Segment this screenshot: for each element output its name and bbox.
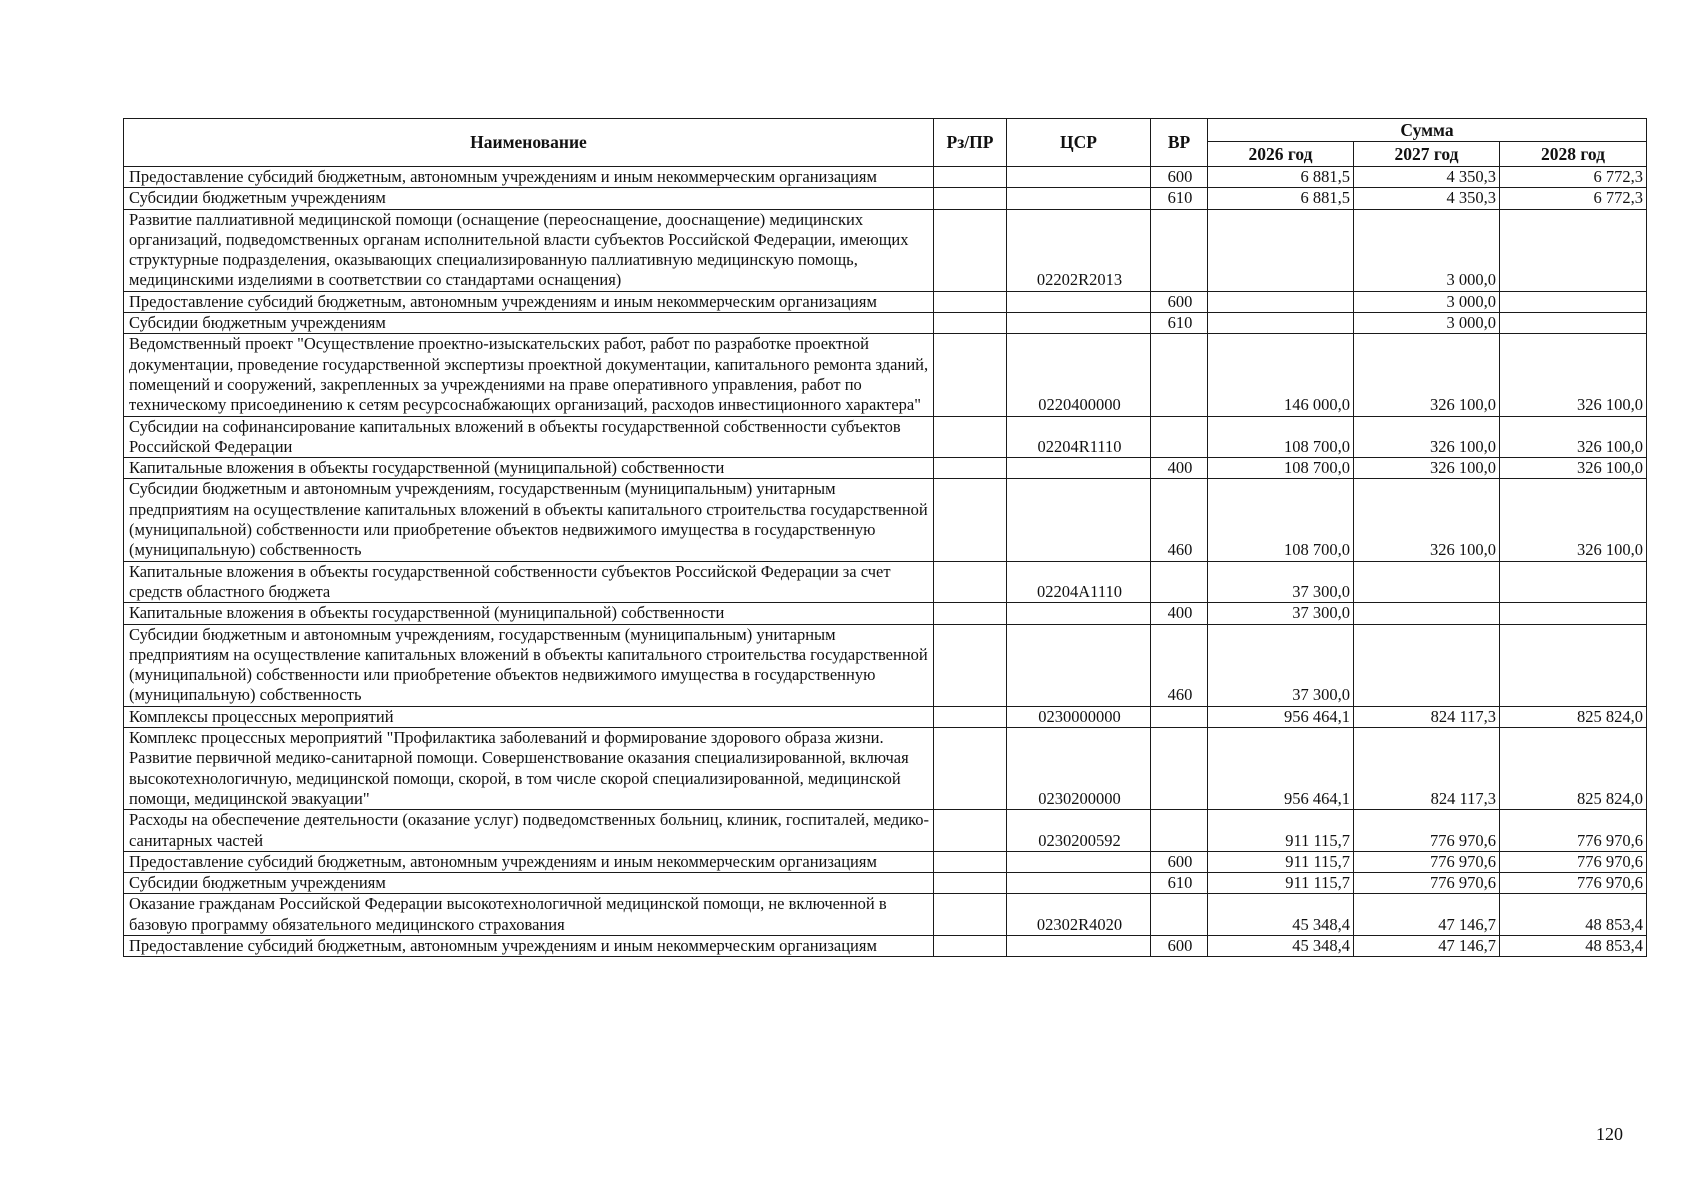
row-sum-2027-cell: 326 100,0 <box>1354 334 1500 416</box>
row-rz-cell <box>934 458 1007 479</box>
row-csr-cell: 0230200592 <box>1007 810 1151 852</box>
table-row <box>124 188 1647 209</box>
row-name-cell: Субсидии бюджетным учреждениям <box>124 873 934 894</box>
row-rz-cell <box>934 313 1007 334</box>
row-csr-cell: 0230000000 <box>1007 706 1151 727</box>
row-rz-cell <box>934 167 1007 188</box>
row-name-cell: Капитальные вложения в объекты государственной (муниципальной) собственности <box>124 603 934 624</box>
row-sum-2028-cell: 48 853,4 <box>1500 894 1647 936</box>
table-row <box>124 851 1647 872</box>
row-sum-2027-cell: 326 100,0 <box>1354 458 1500 479</box>
row-name-cell: Субсидии бюджетным учреждениям <box>124 188 934 209</box>
row-name-cell: Субсидии бюджетным и автономным учреждениям, государственным (муниципальным) унитарным предприятиям на осуществление капитальных вложений в объекты капитального строительства государственной (муниципальной) собственности или приобретение объектов недвижимого имущества в государственную (муниципальную) собственность <box>124 624 934 706</box>
row-rz-cell <box>934 291 1007 312</box>
row-sum-2026-cell <box>1208 209 1354 291</box>
page-number: 120 <box>1596 1124 1623 1144</box>
row-sum-2027-cell: 47 146,7 <box>1354 894 1500 936</box>
row-name-cell: Развитие паллиативной медицинской помощи (оснащение (переоснащение, дооснащение) медицинских организаций, подведомственных органам исполнительной власти субъектов Российской Федерации, имеющих структурные подразделения, оказывающих специализированную паллиативную медицинскую помощь, медицинскими изделиями в соответствии со стандартами оснащения) <box>124 209 934 291</box>
row-name-cell: Предоставление субсидий бюджетным, автономным учреждениям и иным некоммерческим организациям <box>124 291 934 312</box>
row-vr-cell: 600 <box>1151 167 1208 188</box>
row-rz-cell <box>934 334 1007 416</box>
header-year-2026: 2026 год <box>1208 142 1354 167</box>
row-sum-2027-cell: 47 146,7 <box>1354 935 1500 956</box>
row-vr-cell: 600 <box>1151 291 1208 312</box>
table-body <box>124 167 1647 957</box>
header-vr: ВР <box>1151 119 1208 167</box>
row-sum-2026-cell: 911 115,7 <box>1208 873 1354 894</box>
table-header <box>124 119 1647 167</box>
header-row-1 <box>124 119 1647 142</box>
row-rz-cell <box>934 728 1007 810</box>
row-csr-cell: 02302R4020 <box>1007 894 1151 936</box>
row-sum-2028-cell: 6 772,3 <box>1500 188 1647 209</box>
row-sum-2028-cell: 6 772,3 <box>1500 167 1647 188</box>
row-vr-cell <box>1151 728 1208 810</box>
row-name-cell: Субсидии бюджетным учреждениям <box>124 313 934 334</box>
row-csr-cell <box>1007 873 1151 894</box>
row-sum-2028-cell <box>1500 561 1647 603</box>
row-sum-2028-cell <box>1500 624 1647 706</box>
row-sum-2027-cell: 776 970,6 <box>1354 810 1500 852</box>
row-rz-cell <box>934 416 1007 458</box>
table-row <box>124 334 1647 416</box>
row-csr-cell <box>1007 167 1151 188</box>
row-vr-cell: 400 <box>1151 458 1208 479</box>
budget-table <box>123 118 1647 957</box>
row-sum-2028-cell: 776 970,6 <box>1500 810 1647 852</box>
row-sum-2027-cell: 326 100,0 <box>1354 479 1500 561</box>
row-name-cell: Предоставление субсидий бюджетным, автономным учреждениям и иным некоммерческим организациям <box>124 167 934 188</box>
row-name-cell: Субсидии бюджетным и автономным учреждениям, государственным (муниципальным) унитарным предприятиям на осуществление капитальных вложений в объекты капитального строительства государственной (муниципальной) собственности или приобретение объектов недвижимого имущества в государственную (муниципальную) собственность <box>124 479 934 561</box>
row-rz-cell <box>934 603 1007 624</box>
row-sum-2027-cell <box>1354 561 1500 603</box>
header-name: Наименование <box>124 119 934 167</box>
row-name-cell: Комплексы процессных мероприятий <box>124 706 934 727</box>
row-csr-cell <box>1007 603 1151 624</box>
row-sum-2026-cell <box>1208 313 1354 334</box>
row-sum-2028-cell <box>1500 313 1647 334</box>
row-name-cell: Ведомственный проект "Осуществление проектно-изыскательских работ, работ по разработке проектной документации, проведение государственной экспертизы проектной документации, капитального ремонта зданий, помещений и сооружений, закрепленных за учреждениями на праве оперативного управления, работ по техническому присоединению к сетям ресурсоснабжающих организаций, расходов инвестиционного характера" <box>124 334 934 416</box>
row-sum-2028-cell: 326 100,0 <box>1500 334 1647 416</box>
table-row <box>124 291 1647 312</box>
row-sum-2026-cell <box>1208 291 1354 312</box>
row-sum-2026-cell: 6 881,5 <box>1208 188 1354 209</box>
row-csr-cell <box>1007 624 1151 706</box>
row-sum-2028-cell <box>1500 209 1647 291</box>
row-sum-2027-cell: 776 970,6 <box>1354 873 1500 894</box>
table-row <box>124 416 1647 458</box>
row-sum-2028-cell: 48 853,4 <box>1500 935 1647 956</box>
row-rz-cell <box>934 188 1007 209</box>
row-csr-cell <box>1007 188 1151 209</box>
row-sum-2026-cell: 911 115,7 <box>1208 851 1354 872</box>
row-vr-cell: 610 <box>1151 873 1208 894</box>
row-sum-2027-cell <box>1354 603 1500 624</box>
row-vr-cell: 610 <box>1151 313 1208 334</box>
row-sum-2027-cell: 3 000,0 <box>1354 291 1500 312</box>
table-row <box>124 209 1647 291</box>
row-sum-2026-cell: 911 115,7 <box>1208 810 1354 852</box>
row-sum-2027-cell: 824 117,3 <box>1354 706 1500 727</box>
row-csr-cell <box>1007 291 1151 312</box>
row-rz-cell <box>934 561 1007 603</box>
row-sum-2028-cell: 326 100,0 <box>1500 458 1647 479</box>
table-row <box>124 873 1647 894</box>
row-sum-2026-cell: 956 464,1 <box>1208 728 1354 810</box>
row-rz-cell <box>934 706 1007 727</box>
row-rz-cell <box>934 479 1007 561</box>
row-csr-cell <box>1007 935 1151 956</box>
table-row <box>124 810 1647 852</box>
row-csr-cell <box>1007 313 1151 334</box>
table-row <box>124 167 1647 188</box>
header-year-2028: 2028 год <box>1500 142 1647 167</box>
table-row <box>124 458 1647 479</box>
header-csr: ЦСР <box>1007 119 1151 167</box>
row-csr-cell: 0230200000 <box>1007 728 1151 810</box>
row-sum-2027-cell: 824 117,3 <box>1354 728 1500 810</box>
row-sum-2026-cell: 37 300,0 <box>1208 624 1354 706</box>
row-sum-2027-cell <box>1354 624 1500 706</box>
row-name-cell: Оказание гражданам Российской Федерации высокотехнологичной медицинской помощи, не включенной в базовую программу обязательного медицинского страхования <box>124 894 934 936</box>
row-name-cell: Субсидии на софинансирование капитальных вложений в объекты государственной собственности субъектов Российской Федерации <box>124 416 934 458</box>
row-sum-2027-cell: 4 350,3 <box>1354 188 1500 209</box>
row-vr-cell <box>1151 561 1208 603</box>
row-sum-2028-cell: 326 100,0 <box>1500 479 1647 561</box>
row-vr-cell: 400 <box>1151 603 1208 624</box>
row-name-cell: Капитальные вложения в объекты государственной (муниципальной) собственности <box>124 458 934 479</box>
row-sum-2026-cell: 37 300,0 <box>1208 603 1354 624</box>
row-name-cell: Капитальные вложения в объекты государственной собственности субъектов Российской Федерации за счет средств областного бюджета <box>124 561 934 603</box>
row-vr-cell <box>1151 706 1208 727</box>
row-sum-2028-cell: 326 100,0 <box>1500 416 1647 458</box>
table-row <box>124 313 1647 334</box>
row-csr-cell <box>1007 851 1151 872</box>
row-name-cell: Предоставление субсидий бюджетным, автономным учреждениям и иным некоммерческим организациям <box>124 935 934 956</box>
table-row <box>124 728 1647 810</box>
row-rz-cell <box>934 810 1007 852</box>
row-sum-2026-cell: 108 700,0 <box>1208 479 1354 561</box>
table-row <box>124 706 1647 727</box>
row-sum-2028-cell: 776 970,6 <box>1500 851 1647 872</box>
row-sum-2027-cell: 4 350,3 <box>1354 167 1500 188</box>
row-name-cell: Расходы на обеспечение деятельности (оказание услуг) подведомственных больниц, клиник, госпиталей, медико-санитарных частей <box>124 810 934 852</box>
row-sum-2027-cell: 776 970,6 <box>1354 851 1500 872</box>
row-rz-cell <box>934 209 1007 291</box>
row-sum-2026-cell: 6 881,5 <box>1208 167 1354 188</box>
row-vr-cell: 600 <box>1151 851 1208 872</box>
row-sum-2026-cell: 108 700,0 <box>1208 458 1354 479</box>
row-csr-cell <box>1007 458 1151 479</box>
header-sum: Сумма <box>1208 119 1647 142</box>
row-csr-cell: 02204R1110 <box>1007 416 1151 458</box>
row-sum-2028-cell: 776 970,6 <box>1500 873 1647 894</box>
row-vr-cell: 460 <box>1151 479 1208 561</box>
row-sum-2026-cell: 45 348,4 <box>1208 935 1354 956</box>
table-row <box>124 603 1647 624</box>
row-csr-cell: 0220400000 <box>1007 334 1151 416</box>
table-row <box>124 479 1647 561</box>
row-sum-2027-cell: 3 000,0 <box>1354 209 1500 291</box>
table-row <box>124 624 1647 706</box>
row-sum-2027-cell: 326 100,0 <box>1354 416 1500 458</box>
header-rz: Рз/ПР <box>934 119 1007 167</box>
table-row <box>124 561 1647 603</box>
row-vr-cell: 460 <box>1151 624 1208 706</box>
table-row <box>124 894 1647 936</box>
row-csr-cell: 02204A1110 <box>1007 561 1151 603</box>
row-sum-2026-cell: 146 000,0 <box>1208 334 1354 416</box>
row-sum-2028-cell <box>1500 603 1647 624</box>
row-sum-2028-cell: 825 824,0 <box>1500 728 1647 810</box>
row-rz-cell <box>934 935 1007 956</box>
header-year-2027: 2027 год <box>1354 142 1500 167</box>
row-rz-cell <box>934 873 1007 894</box>
row-sum-2026-cell: 45 348,4 <box>1208 894 1354 936</box>
row-sum-2028-cell <box>1500 291 1647 312</box>
row-name-cell: Комплекс процессных мероприятий "Профилактика заболеваний и формирование здорового образа жизни. Развитие первичной медико-санитарной помощи. Совершенствование оказания специализированной, включая высокотехнологичную, медицинской помощи, скорой, в том числе скорой специализированной, медицинской помощи, медицинской эвакуации" <box>124 728 934 810</box>
row-sum-2026-cell: 108 700,0 <box>1208 416 1354 458</box>
row-vr-cell <box>1151 334 1208 416</box>
row-sum-2026-cell: 956 464,1 <box>1208 706 1354 727</box>
row-rz-cell <box>934 851 1007 872</box>
row-vr-cell <box>1151 416 1208 458</box>
row-rz-cell <box>934 894 1007 936</box>
row-name-cell: Предоставление субсидий бюджетным, автономным учреждениям и иным некоммерческим организациям <box>124 851 934 872</box>
row-rz-cell <box>934 624 1007 706</box>
row-vr-cell: 610 <box>1151 188 1208 209</box>
row-vr-cell <box>1151 810 1208 852</box>
row-csr-cell: 02202R2013 <box>1007 209 1151 291</box>
row-sum-2027-cell: 3 000,0 <box>1354 313 1500 334</box>
row-sum-2026-cell: 37 300,0 <box>1208 561 1354 603</box>
row-vr-cell <box>1151 894 1208 936</box>
row-sum-2028-cell: 825 824,0 <box>1500 706 1647 727</box>
row-vr-cell: 600 <box>1151 935 1208 956</box>
table-row <box>124 935 1647 956</box>
row-vr-cell <box>1151 209 1208 291</box>
row-csr-cell <box>1007 479 1151 561</box>
